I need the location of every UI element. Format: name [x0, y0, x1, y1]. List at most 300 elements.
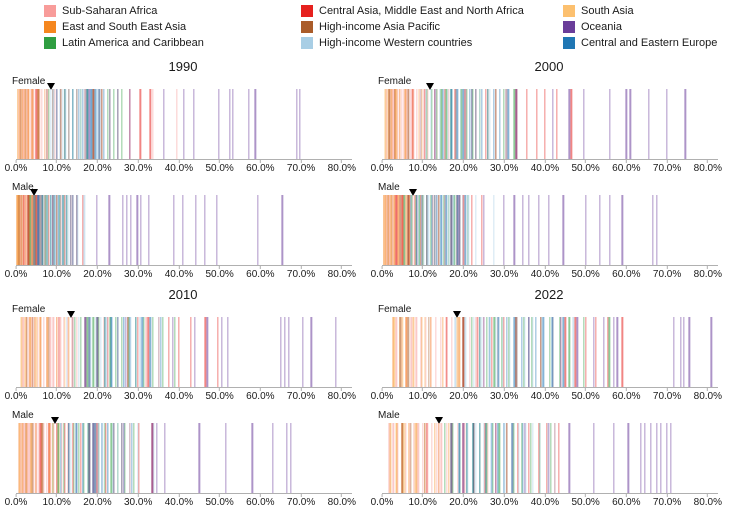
- country-line: [548, 423, 549, 493]
- tick-label: 70.0%: [286, 391, 316, 402]
- country-line: [280, 317, 281, 387]
- tick-label: 60.0%: [612, 391, 641, 402]
- tick-label: 0.0%: [4, 269, 28, 280]
- gender-strip-block: [370, 410, 722, 511]
- country-line: [405, 423, 406, 493]
- country-line: [428, 317, 429, 387]
- country-line: [156, 423, 157, 493]
- tick-label: 80.0%: [693, 163, 722, 174]
- country-line: [72, 89, 73, 159]
- country-line: [416, 423, 417, 493]
- legend-swatch-icon: [563, 37, 575, 49]
- axis-tick: [571, 494, 599, 509]
- country-line: [385, 195, 386, 265]
- country-line: [404, 423, 405, 493]
- country-line: [78, 423, 79, 493]
- country-line: [90, 317, 91, 387]
- tick-label: 40.0%: [530, 497, 560, 508]
- country-line: [528, 423, 529, 493]
- legend-item: [563, 19, 717, 35]
- tick-label: 70.0%: [652, 391, 682, 402]
- country-line: [87, 89, 88, 159]
- country-line: [60, 423, 61, 493]
- country-line: [143, 317, 144, 387]
- tick-label: 0.0%: [370, 497, 394, 508]
- country-line: [76, 195, 77, 265]
- country-line: [58, 195, 59, 265]
- country-line: [104, 317, 105, 387]
- axis-tick: [371, 266, 394, 281]
- axis-tick: [43, 388, 71, 403]
- country-line: [173, 195, 174, 265]
- panel-title: 2022: [534, 287, 564, 302]
- country-line: [479, 317, 480, 387]
- country-line: [420, 89, 421, 159]
- axis-tick: [571, 388, 599, 403]
- country-line: [97, 317, 98, 387]
- country-line: [499, 89, 500, 159]
- country-line: [109, 195, 110, 265]
- strip-header: [378, 182, 718, 195]
- country-line: [183, 89, 184, 159]
- country-line: [216, 195, 217, 265]
- axis-tick: [490, 266, 518, 281]
- country-line: [471, 195, 472, 265]
- country-line: [58, 317, 59, 387]
- country-line: [465, 195, 466, 265]
- country-line: [24, 317, 25, 387]
- legend-item-label: East and South East Asia: [62, 21, 187, 33]
- country-line: [599, 195, 600, 265]
- country-line: [117, 317, 118, 387]
- country-line: [416, 317, 417, 387]
- country-line: [46, 89, 47, 159]
- country-line: [559, 423, 560, 493]
- country-line: [64, 317, 65, 387]
- tick-label: 0.0%: [4, 497, 28, 508]
- strip-header: [378, 304, 718, 317]
- axis-tick: [246, 160, 274, 175]
- tick-label: 60.0%: [612, 163, 641, 174]
- tick-label: 50.0%: [571, 497, 600, 508]
- country-line: [425, 317, 426, 387]
- axis-tick: [531, 266, 559, 281]
- country-line: [199, 423, 200, 493]
- country-line: [689, 317, 690, 387]
- country-line: [68, 89, 69, 159]
- country-line: [544, 89, 545, 159]
- country-line: [613, 317, 614, 387]
- country-line: [626, 89, 627, 159]
- tick-label: 40.0%: [164, 391, 194, 402]
- country-line: [487, 423, 488, 493]
- tick-label: 20.0%: [449, 163, 478, 174]
- country-line: [84, 195, 85, 265]
- country-line: [452, 423, 453, 493]
- tick-label: 40.0%: [530, 163, 560, 174]
- axis-tick: [83, 266, 111, 281]
- gender-label: Male: [12, 410, 34, 421]
- country-line: [493, 89, 494, 159]
- country-line: [83, 89, 84, 159]
- gender-strip-block: [4, 410, 356, 511]
- country-line: [311, 317, 312, 387]
- country-line: [680, 317, 681, 387]
- country-line: [521, 317, 522, 387]
- country-line: [99, 89, 100, 159]
- axis-tick: [205, 266, 233, 281]
- country-line: [152, 89, 153, 159]
- year-panel-2022: [366, 286, 732, 514]
- country-line: [460, 89, 461, 159]
- country-line: [39, 89, 40, 159]
- country-line: [34, 195, 35, 265]
- country-line: [585, 195, 586, 265]
- country-line: [593, 317, 594, 387]
- axis-tick: [124, 266, 152, 281]
- country-line: [288, 317, 289, 387]
- country-line: [52, 423, 53, 493]
- gender-label: Male: [378, 410, 400, 421]
- country-line: [100, 317, 101, 387]
- tick-label: 10.0%: [408, 269, 437, 280]
- country-line: [552, 317, 553, 387]
- x-axis: [4, 494, 356, 511]
- country-line: [389, 423, 390, 493]
- country-line: [462, 195, 463, 265]
- axis-tick: [612, 266, 640, 281]
- country-line: [685, 89, 686, 159]
- x-axis: [370, 494, 722, 511]
- axis-tick: [205, 494, 233, 509]
- country-line: [81, 317, 82, 387]
- country-line: [68, 423, 69, 493]
- country-line: [387, 89, 388, 159]
- tick-label: 30.0%: [123, 497, 153, 508]
- country-line: [36, 317, 37, 387]
- country-line: [613, 423, 614, 493]
- country-line: [538, 195, 539, 265]
- country-line: [21, 195, 22, 265]
- country-line: [421, 89, 422, 159]
- country-line: [454, 195, 455, 265]
- country-line: [286, 423, 287, 493]
- country-line: [96, 195, 97, 265]
- country-line: [59, 89, 60, 159]
- legend-item-label: Latin America and Caribbean: [62, 37, 204, 49]
- tick-label: 60.0%: [612, 497, 641, 508]
- tick-label: 80.0%: [327, 163, 356, 174]
- tick-label: 70.0%: [652, 269, 682, 280]
- country-line: [207, 317, 208, 387]
- country-line: [85, 317, 86, 387]
- country-line: [98, 423, 99, 493]
- country-line: [396, 195, 397, 265]
- tick-label: 30.0%: [489, 163, 519, 174]
- country-line: [408, 89, 409, 159]
- strip-header: [378, 410, 718, 423]
- country-line: [471, 89, 472, 159]
- strip-header: [12, 304, 352, 317]
- country-line: [391, 195, 392, 265]
- country-line: [595, 317, 596, 387]
- country-line: [434, 423, 435, 493]
- country-line: [163, 89, 164, 159]
- country-line: [387, 195, 388, 265]
- country-line: [133, 423, 134, 493]
- country-line: [652, 195, 653, 265]
- country-line: [556, 89, 557, 159]
- country-line: [93, 317, 94, 387]
- country-line: [607, 317, 608, 387]
- country-line: [431, 195, 432, 265]
- tick-label: 40.0%: [164, 269, 194, 280]
- country-line: [493, 195, 494, 265]
- country-line: [563, 195, 564, 265]
- tick-label: 0.0%: [4, 391, 28, 402]
- axis-tick: [5, 160, 28, 175]
- country-line: [457, 317, 458, 387]
- axis-tick: [124, 388, 152, 403]
- country-line: [451, 195, 452, 265]
- tick-label: 30.0%: [123, 269, 153, 280]
- x-axis: [4, 266, 356, 283]
- tick-label: 20.0%: [449, 391, 478, 402]
- country-line: [284, 317, 285, 387]
- tick-label: 10.0%: [408, 163, 437, 174]
- country-line: [31, 423, 32, 493]
- country-line: [150, 317, 151, 387]
- country-line: [78, 317, 79, 387]
- country-line: [412, 317, 413, 387]
- country-line: [444, 423, 445, 493]
- country-line: [408, 317, 409, 387]
- country-line: [453, 195, 454, 265]
- country-line: [436, 195, 437, 265]
- country-line: [64, 89, 65, 159]
- axis-tick: [694, 266, 722, 281]
- country-line: [28, 89, 29, 159]
- tick-label: 60.0%: [246, 269, 275, 280]
- country-line: [70, 423, 71, 493]
- country-line: [683, 317, 684, 387]
- country-line: [428, 195, 429, 265]
- country-line: [414, 423, 415, 493]
- country-line: [113, 423, 114, 493]
- country-line: [19, 195, 20, 265]
- country-line: [160, 317, 161, 387]
- country-line: [142, 317, 143, 387]
- country-line: [552, 89, 553, 159]
- country-line: [29, 317, 30, 387]
- country-line: [518, 423, 519, 493]
- country-line: [569, 89, 570, 159]
- country-line: [255, 89, 256, 159]
- country-line: [549, 317, 550, 387]
- country-line: [573, 317, 574, 387]
- axis-tick: [246, 388, 274, 403]
- country-line: [666, 423, 667, 493]
- tick-label: 50.0%: [205, 269, 234, 280]
- country-line: [609, 89, 610, 159]
- country-line: [502, 317, 503, 387]
- country-line: [252, 423, 253, 493]
- country-line: [423, 195, 424, 265]
- country-line: [32, 317, 33, 387]
- strip-plot: [382, 195, 718, 266]
- country-line: [514, 317, 515, 387]
- axis-tick: [5, 494, 28, 509]
- country-line: [512, 423, 513, 493]
- country-line: [516, 89, 517, 159]
- tick-label: 40.0%: [530, 391, 560, 402]
- tick-label: 10.0%: [408, 391, 437, 402]
- country-line: [20, 317, 21, 387]
- country-line: [38, 195, 39, 265]
- country-line: [26, 89, 27, 159]
- gender-label: Female: [12, 304, 46, 315]
- axis-tick: [409, 494, 437, 509]
- tick-label: 80.0%: [327, 269, 356, 280]
- country-line: [54, 195, 55, 265]
- tick-label: 20.0%: [83, 163, 112, 174]
- x-axis: [370, 160, 722, 177]
- country-line: [524, 423, 525, 493]
- country-line: [19, 423, 20, 493]
- country-line: [473, 423, 474, 493]
- country-line: [140, 195, 141, 265]
- country-line: [78, 89, 79, 159]
- country-line: [296, 89, 297, 159]
- tick-label: 30.0%: [123, 391, 153, 402]
- country-line: [42, 423, 43, 493]
- country-line: [413, 317, 414, 387]
- country-line: [446, 195, 447, 265]
- gender-label: Male: [378, 182, 400, 193]
- strip-plot: [382, 423, 718, 494]
- country-line: [107, 317, 108, 387]
- country-line: [489, 317, 490, 387]
- legend-column: [301, 3, 524, 51]
- axis-tick: [246, 266, 274, 281]
- country-line: [117, 89, 118, 159]
- country-line: [103, 423, 104, 493]
- axis-tick: [287, 160, 315, 175]
- country-line: [479, 423, 480, 493]
- tick-label: 80.0%: [327, 391, 356, 402]
- country-line: [583, 89, 584, 159]
- axis-tick: [449, 494, 477, 509]
- tick-label: 80.0%: [693, 391, 722, 402]
- country-line: [617, 317, 618, 387]
- country-line: [491, 317, 492, 387]
- axis-tick: [409, 266, 437, 281]
- x-axis: [370, 388, 722, 405]
- tick-label: 70.0%: [286, 269, 316, 280]
- country-line: [609, 195, 610, 265]
- country-line: [465, 317, 466, 387]
- country-line: [522, 423, 523, 493]
- country-line: [522, 195, 523, 265]
- country-line: [43, 317, 44, 387]
- country-line: [447, 89, 448, 159]
- country-line: [535, 317, 536, 387]
- tick-label: 20.0%: [83, 269, 112, 280]
- chart-grid: [0, 58, 732, 514]
- country-line: [489, 89, 490, 159]
- axis-tick: [409, 388, 437, 403]
- country-line: [218, 89, 219, 159]
- country-line: [68, 317, 69, 387]
- axis-tick: [5, 266, 28, 281]
- country-line: [499, 423, 500, 493]
- legend-swatch-icon: [563, 21, 575, 33]
- country-line: [424, 317, 425, 387]
- strip-plot: [16, 317, 352, 388]
- country-line: [125, 317, 126, 387]
- country-line: [563, 317, 564, 387]
- axis-tick: [371, 494, 394, 509]
- country-line: [418, 195, 419, 265]
- country-line: [434, 89, 435, 159]
- country-line: [532, 317, 533, 387]
- tick-label: 50.0%: [205, 163, 234, 174]
- country-line: [466, 423, 467, 493]
- country-line: [483, 317, 484, 387]
- country-line: [402, 317, 403, 387]
- year-panel-2000: [366, 58, 732, 286]
- country-line: [416, 195, 417, 265]
- country-line: [138, 423, 139, 493]
- country-line: [536, 89, 537, 159]
- strip-plot: [16, 195, 352, 266]
- legend-swatch-icon: [301, 5, 313, 17]
- legend-swatch-icon: [301, 37, 313, 49]
- country-line: [418, 89, 419, 159]
- axis-tick: [165, 266, 193, 281]
- country-line: [62, 195, 63, 265]
- tick-label: 20.0%: [449, 269, 478, 280]
- tick-label: 50.0%: [571, 163, 600, 174]
- gender-strip-block: [4, 304, 356, 405]
- axis-tick: [83, 388, 111, 403]
- axis-tick: [449, 266, 477, 281]
- country-line: [70, 195, 71, 265]
- country-line: [671, 423, 672, 493]
- country-line: [396, 317, 397, 387]
- gender-label: Female: [378, 76, 412, 87]
- axis-tick: [612, 388, 640, 403]
- legend-column: [563, 3, 717, 51]
- axis-tick: [653, 266, 681, 281]
- strip-header: [12, 182, 352, 195]
- country-line: [506, 423, 507, 493]
- tick-label: 0.0%: [370, 163, 394, 174]
- country-line: [227, 317, 228, 387]
- country-line: [463, 89, 464, 159]
- country-line: [650, 423, 651, 493]
- country-line: [390, 89, 391, 159]
- country-line: [660, 423, 661, 493]
- country-line: [23, 195, 24, 265]
- axis-tick: [328, 266, 356, 281]
- country-line: [182, 195, 183, 265]
- country-line: [498, 317, 499, 387]
- country-line: [121, 89, 122, 159]
- tick-label: 70.0%: [286, 497, 316, 508]
- country-line: [66, 317, 67, 387]
- country-line: [168, 317, 169, 387]
